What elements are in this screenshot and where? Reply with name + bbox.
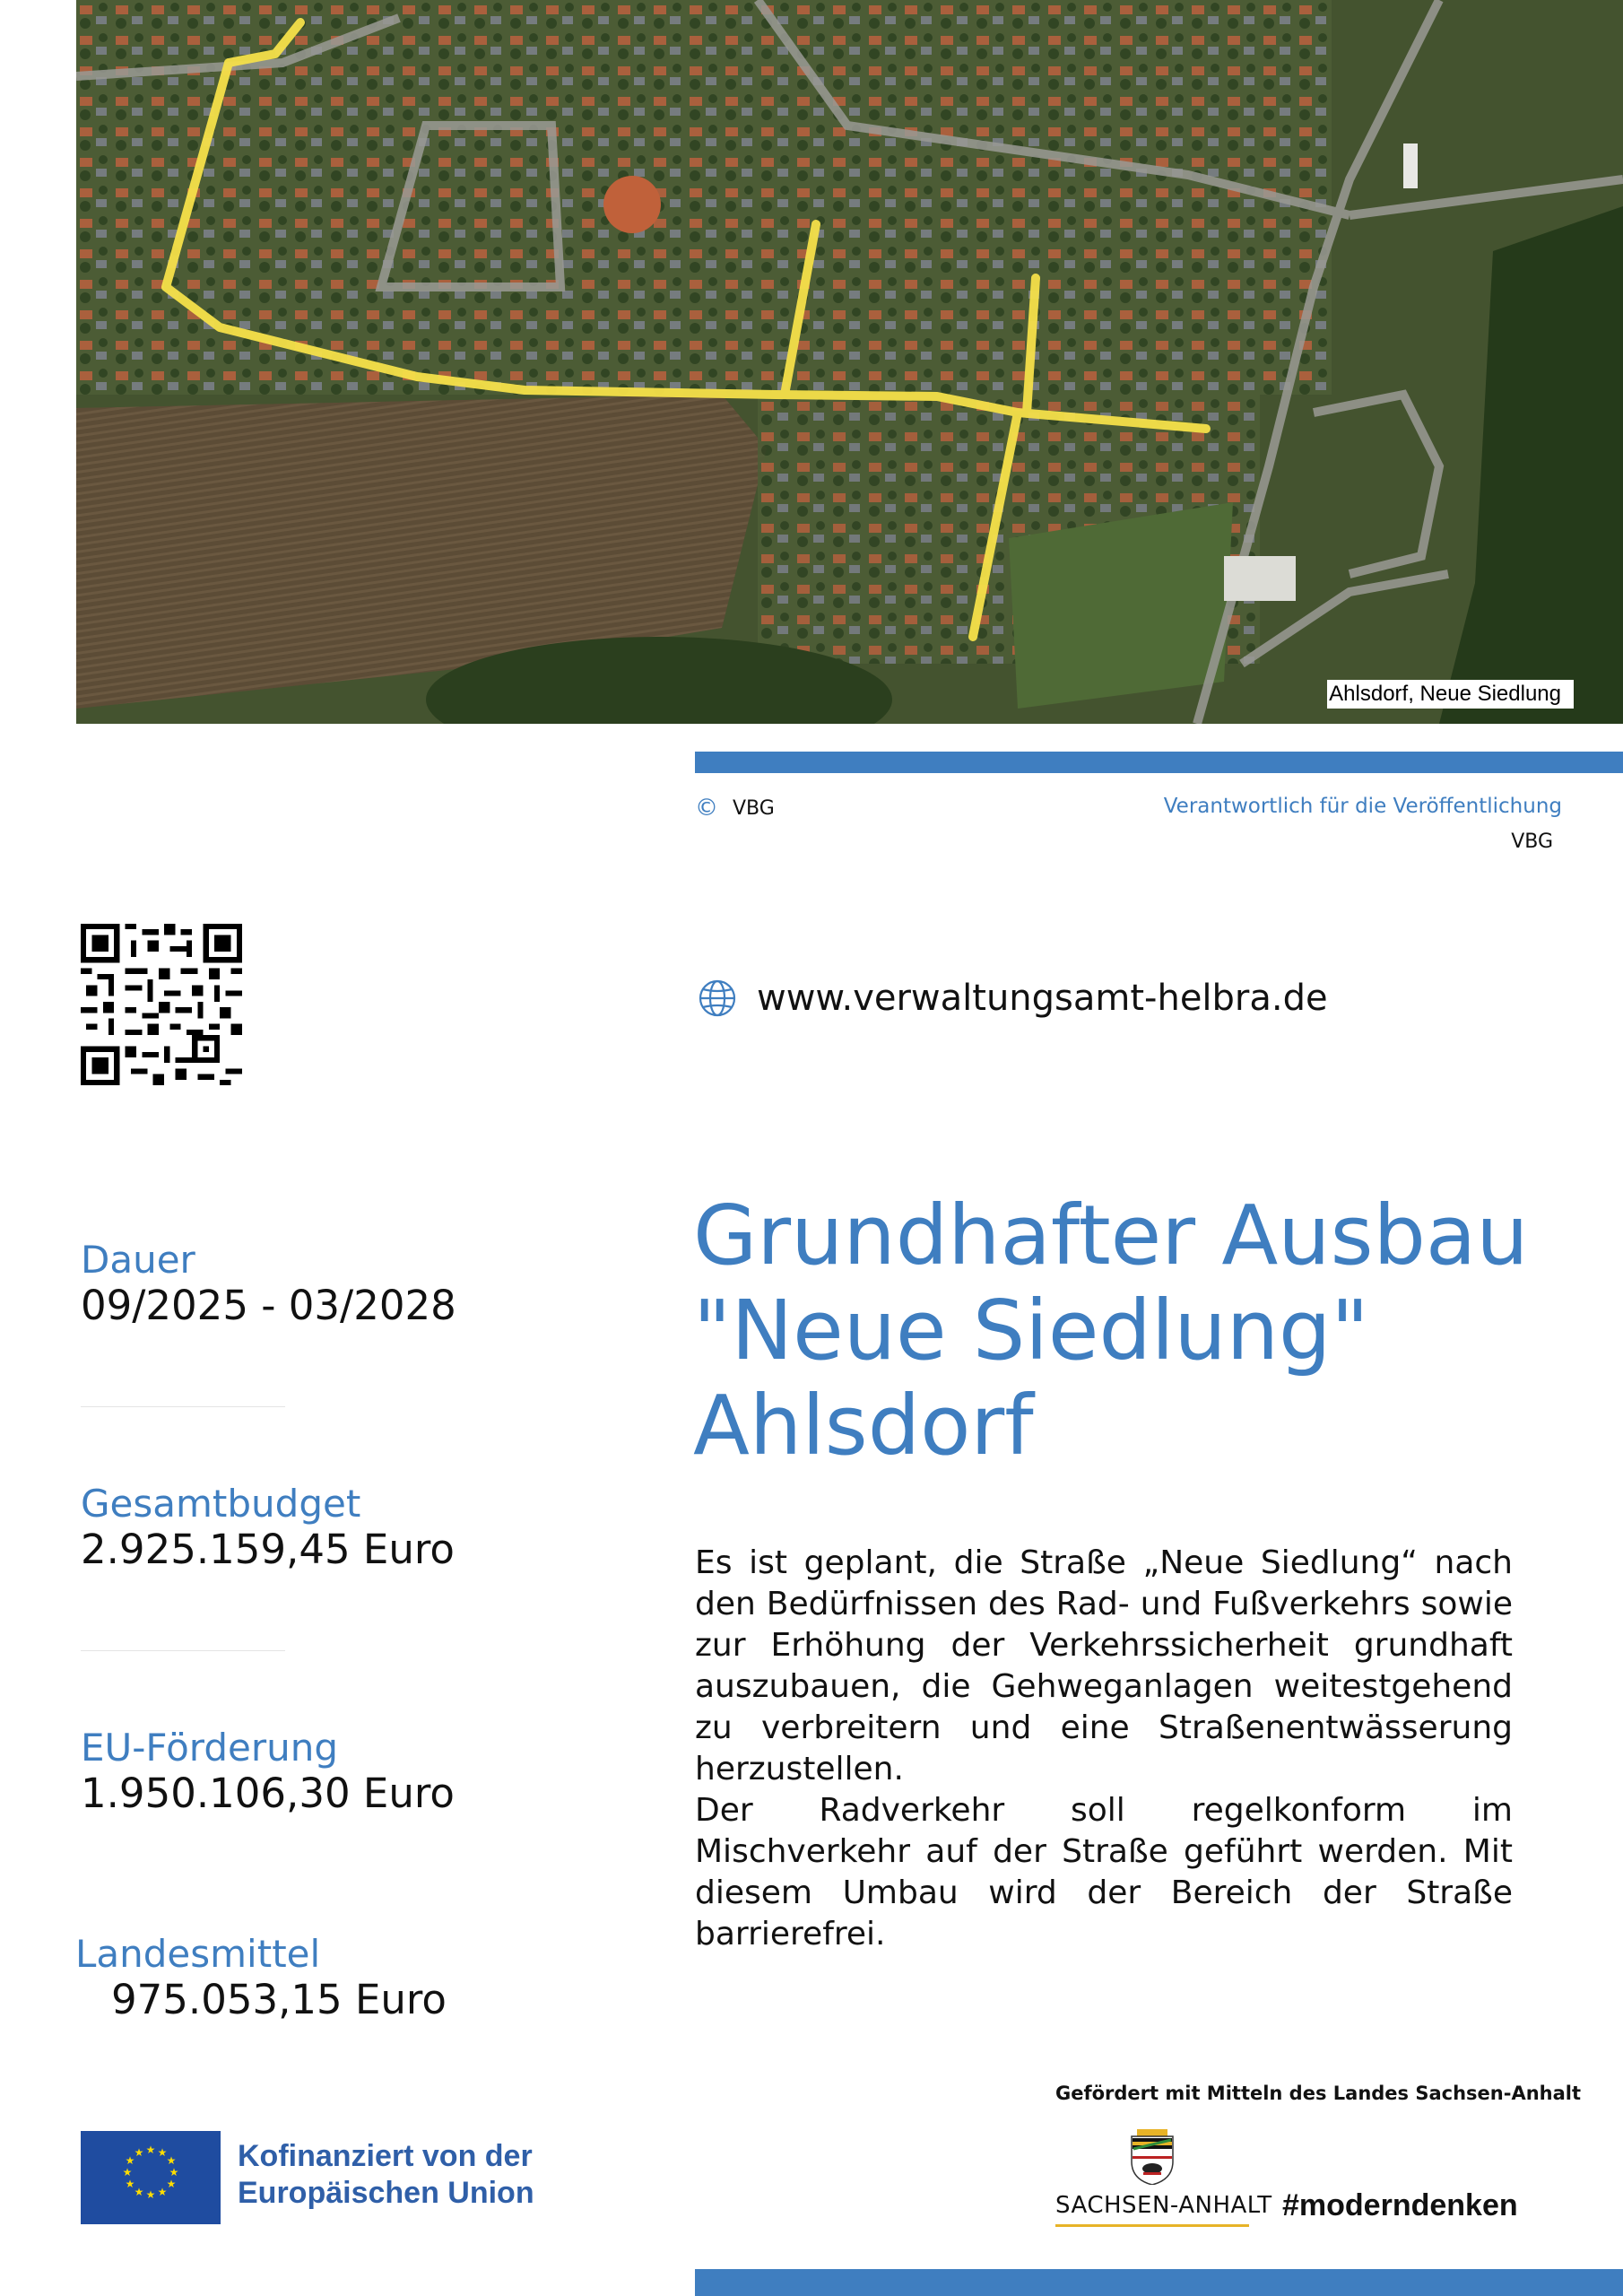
coat-of-arms-icon <box>1128 2129 1176 2185</box>
title-line: Grundhafter Ausbau <box>693 1187 1529 1283</box>
eu-flag-logo <box>81 2131 221 2224</box>
divider <box>81 1650 285 1651</box>
divider <box>81 1406 285 1407</box>
accent-bar-top <box>695 752 1623 773</box>
campaign-hashtag: #moderndenken <box>1282 2188 1518 2222</box>
qr-code[interactable] <box>81 924 242 1085</box>
svg-text:★: ★ <box>157 2146 168 2159</box>
aerial-map-graphic <box>76 0 1623 724</box>
title-line: Ahlsdorf <box>693 1378 1034 1474</box>
aerial-map <box>76 0 1623 724</box>
responsible-value: VBG <box>1511 831 1553 853</box>
svg-text:★: ★ <box>166 2154 177 2167</box>
copyright-icon: © <box>695 795 718 822</box>
svg-text:★: ★ <box>125 2178 135 2190</box>
project-description <box>695 1543 1513 1955</box>
fact-total-budget <box>81 1482 455 1573</box>
svg-text:★: ★ <box>134 2146 144 2159</box>
svg-text:★: ★ <box>125 2154 135 2167</box>
state-name-underline <box>1055 2224 1249 2227</box>
fact-duration <box>81 1238 456 1329</box>
svg-text:★: ★ <box>122 2166 133 2179</box>
coat-of-arms-graphic <box>1128 2129 1176 2185</box>
svg-text:★: ★ <box>145 2188 156 2201</box>
fact-value: 2.925.159,45 Euro <box>81 1526 455 1573</box>
svg-text:★: ★ <box>169 2166 179 2179</box>
eu-text-line: Kofinanziert von der <box>238 2139 533 2173</box>
qr-code-icon <box>81 924 242 1085</box>
state-name: SACHSEN-ANHALT <box>1055 2192 1272 2219</box>
fact-label: Landesmittel <box>75 1932 321 1976</box>
website-url[interactable]: www.verwaltungsamt-helbra.de <box>757 978 1328 1019</box>
globe-icon <box>698 978 737 1018</box>
map-caption: Ahlsdorf, Neue Siedlung <box>1327 680 1574 709</box>
fact-label: EU-Förderung <box>81 1726 338 1770</box>
fact-value: 09/2025 - 03/2028 <box>81 1282 456 1329</box>
copyright-line <box>695 795 775 822</box>
title-line: "Neue Siedlung" <box>693 1283 1369 1378</box>
eu-cofinanced-text <box>238 2138 534 2212</box>
description-paragraph: Der Radverkehr soll regelkonform im Mischverkehr auf der Straße geführt werden. Mit diesem Umbau wird der Bereich der Straße barrierefrei. <box>695 1792 1513 1952</box>
funding-note: Gefördert mit Mitteln des Landes Sachsen-Anhalt <box>1055 2083 1582 2104</box>
svg-text:★: ★ <box>166 2178 177 2190</box>
description-paragraph: Es ist geplant, die Straße „Neue Siedlung“ nach den Bedürfnissen des Rad- und Fußverkehrs sowie zur Erhöhung der Verkehrssicherheit grundhaft auszubauen, die Gehweganlagen weitestgehend zu verbreitern und eine Straßenentwässerung herzustellen. <box>695 1544 1513 1787</box>
svg-text:★: ★ <box>134 2186 144 2198</box>
eu-stars-icon <box>81 2131 221 2224</box>
fact-value: 975.053,15 Euro <box>111 1976 447 2023</box>
fact-eu-funding <box>81 1726 455 1817</box>
website-link[interactable] <box>698 978 1328 1019</box>
fact-label: Gesamtbudget <box>81 1482 361 1526</box>
fact-state-funds <box>75 1932 447 2023</box>
svg-text:★: ★ <box>145 2144 156 2156</box>
eu-text-line: Europäischen Union <box>238 2176 534 2210</box>
svg-text:★: ★ <box>157 2186 168 2198</box>
responsible-label: Verantwortlich für die Veröffentlichung <box>1163 795 1562 818</box>
accent-bar-bottom <box>695 2269 1623 2296</box>
copyright-holder: VBG <box>733 796 775 820</box>
page-title <box>693 1188 1590 1474</box>
fact-value: 1.950.106,30 Euro <box>81 1770 455 1817</box>
fact-label: Dauer <box>81 1238 195 1282</box>
